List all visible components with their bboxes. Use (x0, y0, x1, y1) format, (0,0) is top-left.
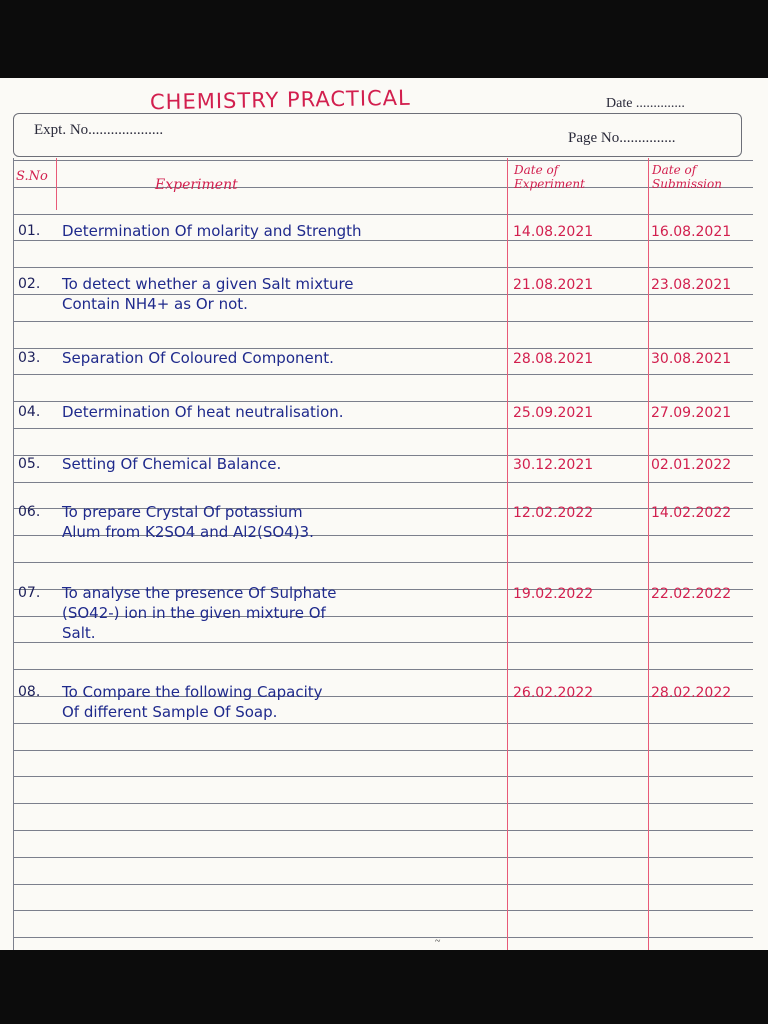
ruled-line (13, 803, 753, 804)
row-date-of-submission: 30.08.2021 (651, 351, 732, 367)
ruled-line (13, 830, 753, 831)
margin-line (13, 158, 14, 950)
ruled-line (13, 776, 753, 777)
row-sno: 01. (18, 223, 41, 239)
row-date-of-submission: 16.08.2021 (651, 224, 732, 240)
row-sno: 08. (18, 684, 41, 700)
ruled-line (13, 214, 753, 215)
row-date-of-experiment: 26.02.2022 (513, 685, 594, 701)
row-experiment: To Compare the following Capacity Of different Sample Of Soap. (62, 683, 323, 721)
row-date-of-submission: 14.02.2022 (651, 505, 732, 521)
row-date-of-experiment: 14.08.2021 (513, 224, 594, 240)
column-divider-2 (507, 158, 508, 950)
ruled-line (13, 910, 753, 911)
ruled-line (13, 884, 753, 885)
row-sno: 02. (18, 276, 41, 292)
ruled-line (13, 267, 753, 268)
ruled-line (13, 374, 753, 375)
page-no-label: Page No............... (568, 130, 676, 146)
row-date-of-experiment: 28.08.2021 (513, 351, 594, 367)
date-label: Date .............. (606, 96, 685, 111)
header-date-of-experiment: Date of Experiment (514, 163, 585, 191)
expt-no-label: Expt. No.................... (34, 122, 164, 138)
ruled-line (13, 857, 753, 858)
row-date-of-submission: 22.02.2022 (651, 586, 732, 602)
row-date-of-experiment: 25.09.2021 (513, 405, 594, 421)
ruled-line (13, 428, 753, 429)
row-date-of-experiment: 19.02.2022 (513, 586, 594, 602)
footer-scribble: ~ (435, 936, 441, 947)
row-date-of-experiment: 21.08.2021 (513, 277, 594, 293)
row-sno: 03. (18, 350, 41, 366)
column-divider-3 (648, 158, 649, 950)
ruled-line (13, 160, 753, 161)
header-experiment: Experiment (155, 177, 238, 193)
ruled-line (13, 562, 753, 563)
ruled-line (13, 937, 753, 938)
ruled-line (13, 669, 753, 670)
row-experiment: To prepare Crystal Of potassium Alum from K2SO4 and Al2(SO4)3. (62, 503, 314, 541)
ruled-line (13, 321, 753, 322)
row-date-of-experiment: 30.12.2021 (513, 457, 594, 473)
header-sno: S.No (16, 169, 48, 184)
row-sno: 07. (18, 585, 41, 601)
row-date-of-experiment: 12.02.2022 (513, 505, 594, 521)
header-date-of-submission: Date of Submission (652, 163, 722, 191)
row-date-of-submission: 02.01.2022 (651, 457, 732, 473)
row-experiment: To analyse the presence Of Sulphate (SO42-) ion in the given mixture Of Salt. (62, 584, 337, 642)
row-sno: 05. (18, 456, 41, 472)
column-divider-1 (56, 158, 57, 210)
row-experiment: Determination Of molarity and Strength (62, 222, 362, 240)
page-title: CHEMISTRY PRACTICAL (149, 85, 411, 115)
row-experiment: Setting Of Chemical Balance. (62, 455, 282, 473)
row-experiment: To detect whether a given Salt mixture Contain NH4+ as Or not. (62, 275, 354, 313)
row-experiment: Separation Of Coloured Component. (62, 349, 334, 367)
row-sno: 04. (18, 404, 41, 420)
row-experiment: Determination Of heat neutralisation. (62, 403, 344, 421)
ruled-line (13, 750, 753, 751)
ruled-line (13, 187, 753, 188)
row-sno: 06. (18, 504, 41, 520)
notebook-page (0, 78, 768, 950)
ruled-line (13, 482, 753, 483)
row-date-of-submission: 23.08.2021 (651, 277, 732, 293)
row-date-of-submission: 27.09.2021 (651, 405, 732, 421)
ruled-line (13, 723, 753, 724)
row-date-of-submission: 28.02.2022 (651, 685, 732, 701)
